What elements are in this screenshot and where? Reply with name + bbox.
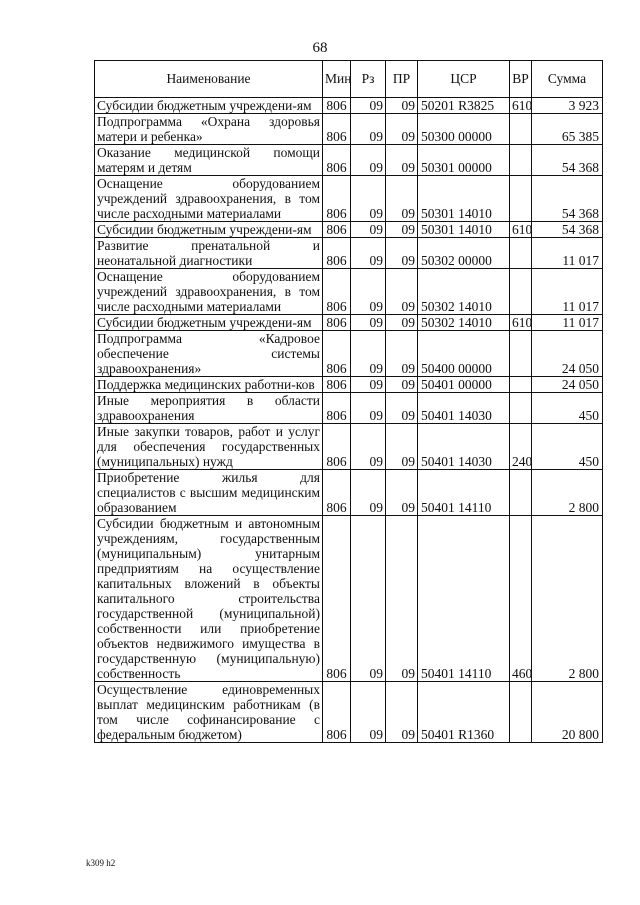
cell-min: 806 <box>323 516 351 682</box>
header-name: Наименование <box>95 61 323 98</box>
cell-pr: 09 <box>386 98 418 114</box>
cell-csr: 50302 14010 <box>418 315 510 331</box>
cell-name: Подпрограмма «Охрана здоровья матери и ребенка» <box>95 114 323 145</box>
cell-name: Оснащение оборудованием учреждений здравоохранения, в том числе расходными материалами <box>95 269 323 315</box>
cell-sum: 11 017 <box>532 269 603 315</box>
cell-csr: 50301 00000 <box>418 145 510 176</box>
cell-pr: 09 <box>386 470 418 516</box>
cell-csr: 50302 14010 <box>418 269 510 315</box>
header-rz: Рз <box>351 61 386 98</box>
cell-csr: 50201 R3825 <box>418 98 510 114</box>
cell-pr: 09 <box>386 331 418 377</box>
table-row <box>95 222 603 238</box>
table-row <box>95 269 603 315</box>
cell-rz: 09 <box>351 222 386 238</box>
header-row <box>95 61 603 98</box>
cell-vr: 460 <box>510 516 532 682</box>
header-vr: ВР <box>510 61 532 98</box>
cell-pr: 09 <box>386 393 418 424</box>
page-number: 68 <box>312 40 328 56</box>
cell-sum: 54 368 <box>532 145 603 176</box>
cell-rz: 09 <box>351 269 386 315</box>
header-sum: Сумма <box>532 61 603 98</box>
cell-min: 806 <box>323 114 351 145</box>
cell-vr: 240 <box>510 424 532 470</box>
cell-min: 806 <box>323 176 351 222</box>
cell-rz: 09 <box>351 682 386 743</box>
cell-vr <box>510 393 532 424</box>
cell-name: Субсидии бюджетным учреждени-ям <box>95 98 323 114</box>
table-row <box>95 516 603 682</box>
cell-csr: 50301 14010 <box>418 176 510 222</box>
table-row <box>95 238 603 269</box>
cell-pr: 09 <box>386 176 418 222</box>
table-row <box>95 377 603 393</box>
cell-min: 806 <box>323 315 351 331</box>
cell-csr: 50400 00000 <box>418 331 510 377</box>
cell-rz: 09 <box>351 424 386 470</box>
cell-name: Субсидии бюджетным учреждени-ям <box>95 222 323 238</box>
cell-sum: 11 017 <box>532 238 603 269</box>
cell-rz: 09 <box>351 470 386 516</box>
cell-csr: 50401 14030 <box>418 393 510 424</box>
cell-vr <box>510 269 532 315</box>
table-row <box>95 331 603 377</box>
cell-vr: 610 <box>510 315 532 331</box>
cell-min: 806 <box>323 145 351 176</box>
cell-rz: 09 <box>351 114 386 145</box>
budget-table <box>94 60 603 743</box>
table-row <box>95 682 603 743</box>
cell-rz: 09 <box>351 393 386 424</box>
cell-min: 806 <box>323 424 351 470</box>
table-row <box>95 114 603 145</box>
table-row <box>95 470 603 516</box>
table-body <box>95 98 603 743</box>
cell-sum: 2 800 <box>532 470 603 516</box>
cell-vr <box>510 238 532 269</box>
cell-min: 806 <box>323 269 351 315</box>
cell-sum: 3 923 <box>532 98 603 114</box>
cell-rz: 09 <box>351 98 386 114</box>
cell-csr: 50401 R1360 <box>418 682 510 743</box>
cell-vr: 610 <box>510 98 532 114</box>
table-row <box>95 424 603 470</box>
cell-rz: 09 <box>351 238 386 269</box>
cell-name: Осуществление единовременных выплат медицинским работникам (в том числе софинансирование с федеральным бюджетом) <box>95 682 323 743</box>
cell-vr: 610 <box>510 222 532 238</box>
cell-csr: 50401 14030 <box>418 424 510 470</box>
cell-pr: 09 <box>386 222 418 238</box>
cell-pr: 09 <box>386 516 418 682</box>
cell-min: 806 <box>323 470 351 516</box>
footer-code: k309 h2 <box>86 858 116 868</box>
cell-sum: 54 368 <box>532 176 603 222</box>
cell-vr <box>510 682 532 743</box>
table-row <box>95 393 603 424</box>
cell-sum: 54 368 <box>532 222 603 238</box>
cell-sum: 65 385 <box>532 114 603 145</box>
cell-csr: 50300 00000 <box>418 114 510 145</box>
cell-pr: 09 <box>386 145 418 176</box>
cell-name: Субсидии бюджетным и автономным учреждениям, государственным (муниципальным) унитарным предприятиям на осуществление капитальных вложений в объекты капитального строительства государственной (муниципальной) собственности или приобретение объектов недвижимого имущества в государственную (муниципальную) собственность <box>95 516 323 682</box>
header-pr: ПР <box>386 61 418 98</box>
cell-sum: 11 017 <box>532 315 603 331</box>
cell-name: Приобретение жилья для специалистов с высшим медицинским образованием <box>95 470 323 516</box>
cell-name: Оснащение оборудованием учреждений здравоохранения, в том числе расходными материалами <box>95 176 323 222</box>
cell-name: Иные мероприятия в области здравоохранения <box>95 393 323 424</box>
cell-pr: 09 <box>386 269 418 315</box>
cell-rz: 09 <box>351 331 386 377</box>
cell-name: Оказание медицинской помощи матерям и детям <box>95 145 323 176</box>
cell-rz: 09 <box>351 377 386 393</box>
cell-vr <box>510 331 532 377</box>
cell-sum: 24 050 <box>532 331 603 377</box>
cell-pr: 09 <box>386 682 418 743</box>
cell-name: Субсидии бюджетным учреждени-ям <box>95 315 323 331</box>
table-row <box>95 315 603 331</box>
cell-min: 806 <box>323 331 351 377</box>
cell-rz: 09 <box>351 516 386 682</box>
cell-csr: 50401 14110 <box>418 516 510 682</box>
cell-csr: 50301 14010 <box>418 222 510 238</box>
cell-sum: 450 <box>532 424 603 470</box>
cell-pr: 09 <box>386 238 418 269</box>
header-csr: ЦСР <box>418 61 510 98</box>
cell-min: 806 <box>323 238 351 269</box>
cell-rz: 09 <box>351 176 386 222</box>
cell-vr <box>510 176 532 222</box>
cell-pr: 09 <box>386 114 418 145</box>
cell-min: 806 <box>323 222 351 238</box>
cell-vr <box>510 114 532 145</box>
cell-rz: 09 <box>351 145 386 176</box>
table-row <box>95 98 603 114</box>
cell-pr: 09 <box>386 424 418 470</box>
cell-min: 806 <box>323 393 351 424</box>
cell-name: Развитие пренатальной и неонатальной диагностики <box>95 238 323 269</box>
cell-min: 806 <box>323 98 351 114</box>
cell-sum: 2 800 <box>532 516 603 682</box>
cell-rz: 09 <box>351 315 386 331</box>
cell-vr <box>510 145 532 176</box>
cell-csr: 50302 00000 <box>418 238 510 269</box>
cell-vr <box>510 470 532 516</box>
cell-name: Поддержка медицинских работни-ков <box>95 377 323 393</box>
cell-name: Подпрограмма «Кадровое обеспечение системы здравоохранения» <box>95 331 323 377</box>
cell-vr <box>510 377 532 393</box>
header-min: Мин <box>323 61 351 98</box>
cell-csr: 50401 14110 <box>418 470 510 516</box>
cell-min: 806 <box>323 682 351 743</box>
cell-sum: 24 050 <box>532 377 603 393</box>
cell-csr: 50401 00000 <box>418 377 510 393</box>
cell-min: 806 <box>323 377 351 393</box>
cell-sum: 20 800 <box>532 682 603 743</box>
cell-name: Иные закупки товаров, работ и услуг для обеспечения государственных (муниципальных) нужд <box>95 424 323 470</box>
cell-sum: 450 <box>532 393 603 424</box>
cell-pr: 09 <box>386 315 418 331</box>
table-row <box>95 145 603 176</box>
table-row <box>95 176 603 222</box>
cell-pr: 09 <box>386 377 418 393</box>
